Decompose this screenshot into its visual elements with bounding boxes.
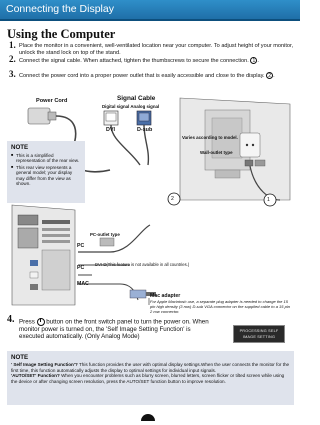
note-2-p1-heading: ' Self Image Setting Function'? xyxy=(11,362,78,367)
section-title: Using the Computer xyxy=(7,27,116,41)
pc-outlet-label: PC-outlet type xyxy=(90,232,120,237)
monitor-rear-illustration xyxy=(180,98,290,200)
signal-cable-illustration xyxy=(104,111,151,165)
dvi-note: DVI-D(This feature is not available in all countries.) xyxy=(95,262,190,267)
step-3-text: Connect the power cord into a proper power outlet that is easily accessible and close to the display. 2 . xyxy=(19,72,275,79)
signal-type-label: Digital signal Analog signal xyxy=(102,104,160,109)
wall-outlet-label: Wall-outlet type xyxy=(200,150,233,155)
step-1-number: 1. xyxy=(9,40,16,50)
note-2-paragraph-2 xyxy=(11,373,290,384)
step-3-number: 3. xyxy=(9,69,16,79)
step-4-press: Press xyxy=(19,318,35,326)
note-2-p2-body: When you encounter problems such as blurry screen, blurred letters, screen flicker or tilted screen while using the device or after changing screen resolution, press the AUTO/SET function button to improve resolution. xyxy=(11,373,285,384)
varies-label: Varies according to model. xyxy=(182,135,238,140)
note-box-2 xyxy=(7,351,294,405)
step-2-number: 2. xyxy=(9,54,16,64)
step-4 xyxy=(7,314,217,341)
step-2-marker: 1 xyxy=(250,57,257,64)
note-1-item: ■ This rear view represents a general model; your display may differ from the view as shown. xyxy=(11,165,81,187)
note-2-p2-heading: 'AUTO/SET' Function? xyxy=(11,373,60,379)
pc-label-2: PC xyxy=(77,265,85,271)
processing-line-2: IMAGE SETTING xyxy=(242,334,276,339)
dsub-label: D-sub xyxy=(137,127,153,133)
step-1-text: Place the monitor in a convenient, well-ventilated location near your computer. To adjust height of your monitor, unlock the stand lock on top of the stand. xyxy=(19,43,294,56)
step-4-text xyxy=(7,314,217,341)
step-3-marker: 2 xyxy=(266,72,273,79)
note-2-title: NOTE xyxy=(11,354,29,361)
wall-outlet-illustration xyxy=(240,133,260,157)
note-1-item: ■ This is a simplified representation of the rear view. xyxy=(11,153,81,164)
processing-line-1: PROCESSING SELF xyxy=(239,329,279,333)
note-2-paragraph-1 xyxy=(11,362,290,373)
step-2-text: Connect the signal cable. When attached, tighten the thumbscrews to secure the connection. 1 . xyxy=(19,57,259,64)
step-4-body: button on the front switch panel to turn the power on. When monitor power is turned on, the 'Self Image Setting Function' is executed automatically. (Only Analog Mode) xyxy=(19,318,209,341)
power-icon xyxy=(37,318,45,326)
mac-adapter-label: Mac adapter xyxy=(150,293,181,299)
page-number-tab xyxy=(141,414,155,421)
page-header: Connecting the Display xyxy=(0,0,300,19)
mac-label: MAC xyxy=(77,281,89,287)
note-2-p1-body: This function provides the user with optimal display settings.When the user connects the monitor for the first time, this function automatically adjusts the display to optimal settings for individual input signals. xyxy=(11,362,290,373)
note-box-1 xyxy=(7,141,85,203)
mac-adapter-note: For Apple Macintosh use, a separate plug adapter is needed to change the 15 pin high density (3 row) D-sub VGA connector on the supplied cable to a 15 pin 2 row connector. xyxy=(150,299,290,314)
processing-self-image-box xyxy=(233,325,285,343)
note-1-title: NOTE xyxy=(11,144,29,151)
marker-2: 2 xyxy=(171,196,174,202)
pc-label-1: PC xyxy=(77,243,85,249)
pc-rear-illustration xyxy=(12,205,75,305)
step-2-body: Connect the signal cable. When attached, tighten the thumbscrews to secure the connection. xyxy=(19,57,249,64)
marker-1: 1 xyxy=(267,197,270,203)
step-4-number: 4. xyxy=(7,314,15,325)
power-cord-label: Power Cord xyxy=(36,98,68,104)
dvi-label: DVI xyxy=(106,127,115,133)
step-3-body: Connect the power cord into a proper power outlet that is easily accessible and close to the display. xyxy=(19,72,265,79)
signal-cable-label: Signal Cable xyxy=(117,95,156,102)
